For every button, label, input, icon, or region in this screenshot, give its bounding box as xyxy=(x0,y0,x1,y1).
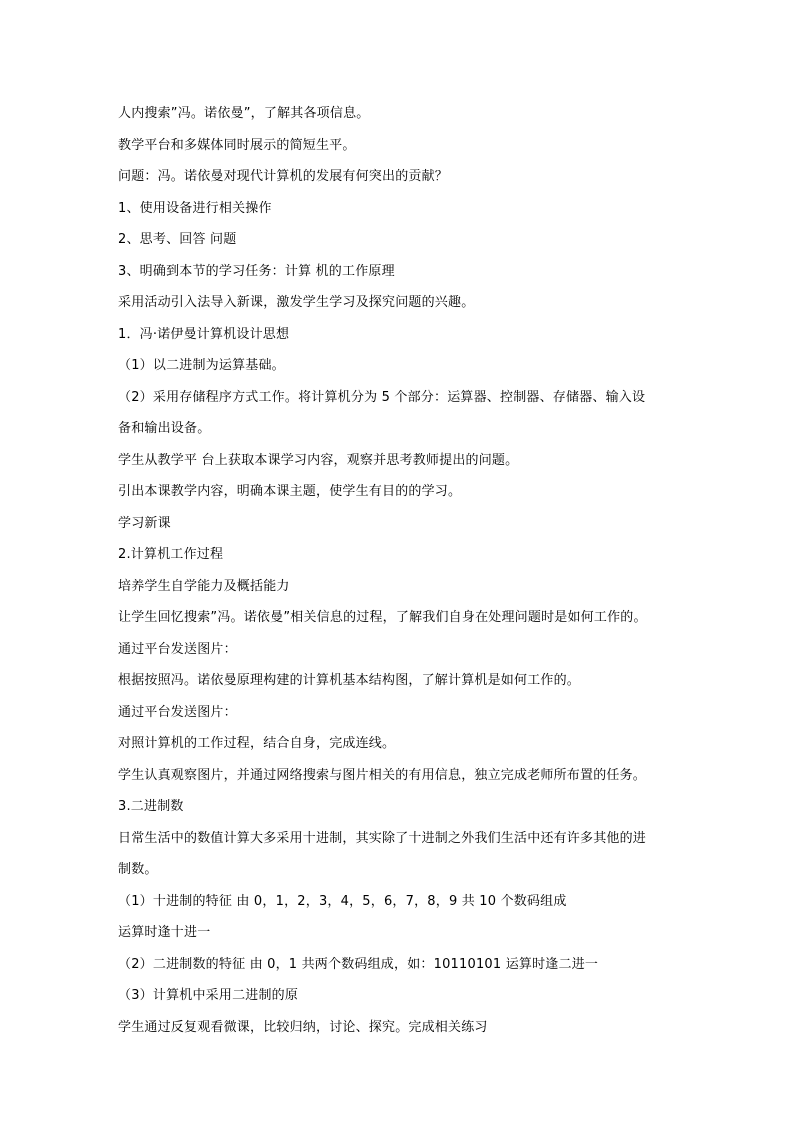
section-heading: 学习新课 xyxy=(118,515,171,531)
text-line: 运算时逢十进一 xyxy=(118,925,211,940)
text-line: 根据按照冯。诺依曼原理构建的计算机基本结构图，了解计算机是如何工作的。 xyxy=(118,673,581,688)
text-line: 通过平台发送图片： xyxy=(118,704,237,720)
text-line: 采用活动引入法导入新课，激发学生学习及探究问题的兴趣。 xyxy=(118,295,475,310)
text-line: 让学生回忆搜索”冯。诺依曼”相关信息的过程，了解我们自身在处理问题时是如何工作的。 xyxy=(118,610,647,625)
list-item: 3、明确到本节的学习任务：计算 机的工作原理 xyxy=(118,263,395,279)
document-page xyxy=(118,98,688,1043)
text-line: 学生认真观察图片，并通过网络搜索与图片相关的有用信息，独立完成老师所布置的任务。 xyxy=(118,767,647,783)
text-line: 对照计算机的工作过程，结合自身，完成连线。 xyxy=(118,736,396,751)
list-item: （3）计算机中采用二进制的原 xyxy=(118,988,299,1003)
text-line: 学生从教学平 台上获取本课学习内容，观察并思考教师提出的问题。 xyxy=(118,452,519,468)
section-heading: 2.计算机工作过程 xyxy=(118,547,224,562)
text-line: 教学平台和多媒体同时展示的简短生平。 xyxy=(118,137,356,153)
list-item: （1）十进制的特征 由 0，1，2，3，4，5，6，7，8，9 共 10 个数码组成 xyxy=(118,893,567,909)
text-line: 引出本课教学内容，明确本课主题，使学生有目的的学习。 xyxy=(118,484,462,499)
section-heading: 1．冯·诺伊曼计算机设计思想 xyxy=(118,326,290,342)
list-item: 1、使用设备进行相关操作 xyxy=(118,200,272,216)
list-item: 2、思考、回答 问题 xyxy=(118,232,237,247)
text-line-continuation: 制数。 xyxy=(118,862,158,877)
list-item: （2）二进制数的特征 由 0，1 共两个数码组成，如：10110101 运算时逢二进一 xyxy=(118,956,599,972)
question-line: 问题：冯。诺依曼对现代计算机的发展有何突出的贡献？ xyxy=(118,169,449,184)
text-line: 人内搜索”冯。诺依曼”，了解其各项信息。 xyxy=(118,106,370,121)
section-heading: 3.二进制数 xyxy=(118,799,184,814)
text-line: 日常生活中的数值计算大多采用十进制，其实除了十进制之外我们生活中还有许多其他的进 xyxy=(118,830,647,846)
text-line: 通过平台发送图片： xyxy=(118,641,237,657)
list-item: （2）采用存储程序方式工作。将计算机分为 5 个部分：运算器、控制器、存储器、输入设 xyxy=(118,389,646,405)
text-line: 学生通过反复观看微课，比较归纳，讨论、探究。完成相关练习 xyxy=(118,1019,488,1035)
list-item: （1）以二进制为运算基础。 xyxy=(118,358,285,373)
list-item-continuation: 备和输出设备。 xyxy=(118,421,211,436)
text-line: 培养学生自学能力及概括能力 xyxy=(118,578,290,594)
